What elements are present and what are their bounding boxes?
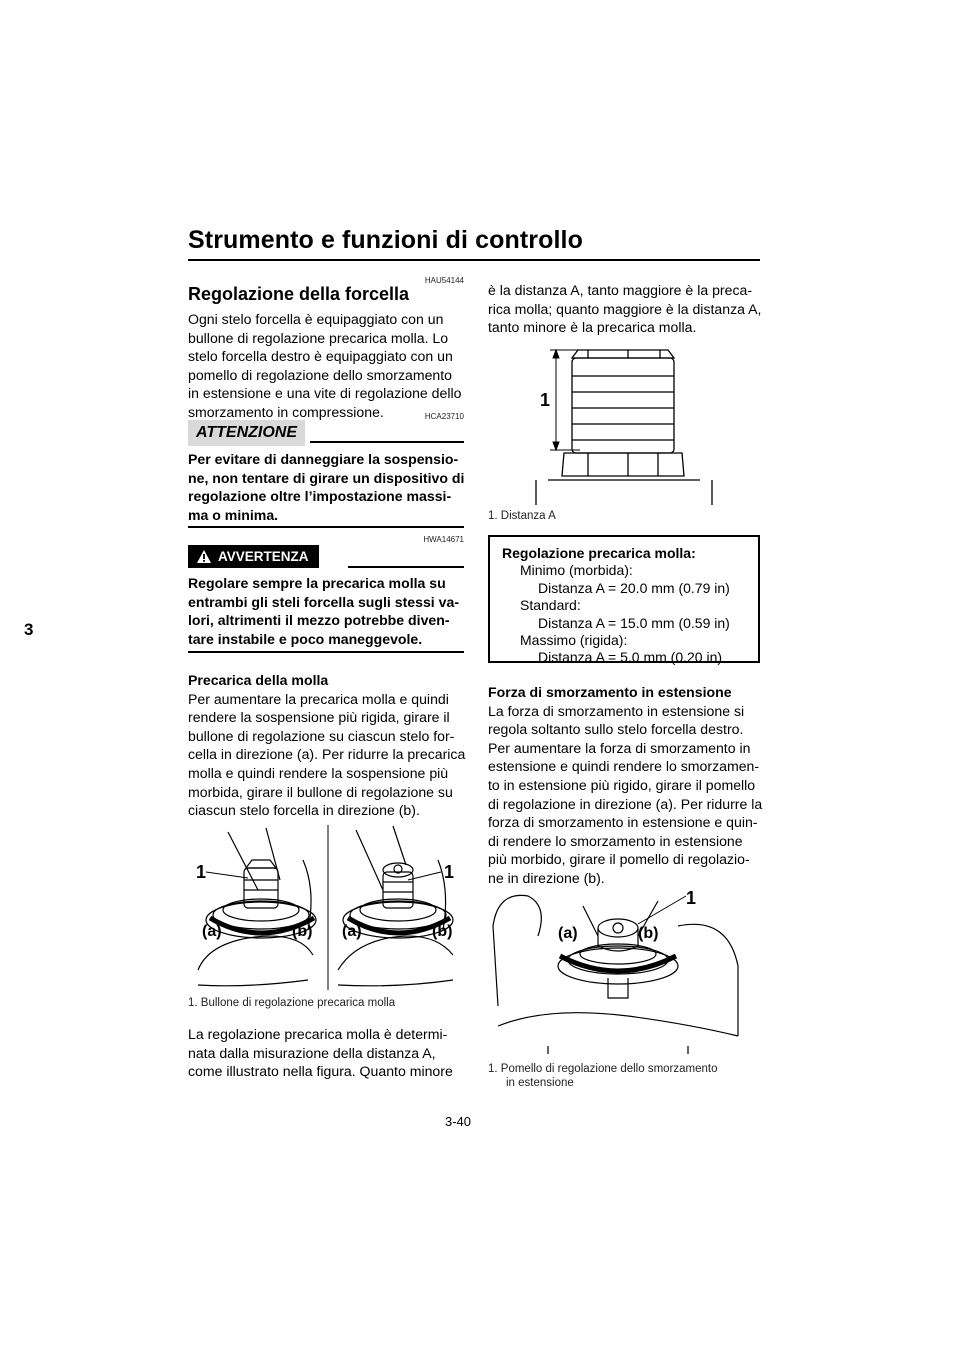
spec-item-label: Massimo (rigida): <box>520 632 628 649</box>
text-line: morbida, girare il bullone di regolazione su <box>188 783 453 800</box>
intro-paragraph <box>188 310 464 422</box>
text-line: Per aumentare la precarica molla e quindi <box>188 690 449 707</box>
text-line: bullone di regolazione precarica molla. Lo <box>188 329 449 346</box>
text-line: più morbido, girare il pomello di regolazio- <box>488 851 750 868</box>
fig-label-b-left: (b) <box>292 923 313 940</box>
fig-label-1-right: 1 <box>444 862 455 882</box>
right-intro-paragraph <box>488 281 760 337</box>
page-header-title: Strumento e funzioni di controllo <box>188 226 583 254</box>
spec-item-value: Distanza A = 20.0 mm (0.79 in) <box>538 579 730 596</box>
avvertenza-rule-bottom <box>188 651 464 653</box>
rebound-figure-caption <box>488 1062 717 1090</box>
chapter-tab: 3 <box>24 620 34 639</box>
text-line: smorzamento in compressione. <box>188 403 384 420</box>
precarica-paragraph <box>188 671 464 820</box>
attenzione-label: ATTENZIONE <box>188 420 305 446</box>
text-line: rendere la sospensione più rigida, girare il <box>188 709 450 726</box>
attenzione-rule-top <box>310 441 464 443</box>
precarica-heading: Precarica della molla <box>188 672 329 688</box>
fig-label-b-right: (b) <box>432 923 453 940</box>
spec-box <box>488 535 760 666</box>
attenzione-code: HCA23710 <box>424 412 464 421</box>
text-line: Per evitare di danneggiare la sospensio- <box>188 451 459 467</box>
text-line: di rendere lo smorzamento in estensione <box>488 832 743 849</box>
text-line: nata dalla misurazione della distanza A, <box>188 1044 436 1061</box>
text-line: ma o minima. <box>188 506 279 523</box>
fig-label-a-right: (a) <box>342 923 362 940</box>
text-line: Per aumentare la forza di smorzamento in <box>488 739 751 756</box>
text-line: forza di smorzamento in estensione e quin- <box>488 814 758 831</box>
text-line: tare instabile e poco maneggevole. <box>188 630 423 647</box>
spec-title: Regolazione precarica molla: <box>502 545 696 561</box>
rebound-fig-label-b: (b) <box>638 925 659 942</box>
text-line: in estensione e una vite di regolazione dello <box>188 385 462 402</box>
attenzione-rule-bottom <box>188 526 464 528</box>
spec-item-value: Distanza A = 5.0 mm (0.20 in) <box>538 649 723 666</box>
fig-label-1-left: 1 <box>196 862 207 882</box>
text-line: regola soltanto sullo stelo forcella destro. <box>488 721 744 738</box>
text-line: è la distanza A, tanto maggiore è la preca- <box>488 282 753 298</box>
text-line: Regolare sempre la precarica molla su <box>188 575 446 591</box>
text-line: to in estensione più rigido, girare il pomello <box>488 776 756 793</box>
text-line: tanto minore è la precarica molla. <box>488 319 697 336</box>
avvertenza-code: HWA14671 <box>423 535 464 544</box>
estensione-heading: Forza di smorzamento in estensione <box>488 684 732 700</box>
text-line: come illustrato nella figura. Quanto minore <box>188 1063 453 1080</box>
text-line: stelo forcella destro è equipaggiato con un <box>188 348 453 365</box>
warning-triangle-icon <box>196 549 212 564</box>
text-line: estensione e quindi rendere lo smorzamen- <box>488 758 760 775</box>
text-line: entrambi gli steli forcella sugli stessi va- <box>188 593 460 610</box>
avvertenza-label <box>188 545 319 568</box>
rebound-knob-figure <box>488 886 760 1056</box>
spec-item-label: Minimo (morbida): <box>520 562 633 579</box>
spec-item-label: Standard: <box>520 597 581 614</box>
rebound-fig-label-1: 1 <box>686 888 697 908</box>
text-line: lori, altrimenti il mezzo potrebbe diven- <box>188 612 450 629</box>
rebound-fig-label-a: (a) <box>558 925 578 942</box>
text-line: bullone di regolazione su ciascun stelo for- <box>188 727 455 744</box>
page-number: 3-40 <box>445 1114 472 1129</box>
text-line: regolazione oltre l’impostazione massi- <box>188 488 452 505</box>
text-line: La regolazione precarica molla è determi- <box>188 1026 448 1042</box>
preload-bolt-figure <box>188 820 464 992</box>
text-line: rica molla; quanto maggiore è la distanza A, <box>488 300 762 317</box>
text-line: Ogni stelo forcella è equipaggiato con un <box>188 311 444 327</box>
section-title: Regolazione della forcella <box>188 284 410 304</box>
section-code: HAU54144 <box>424 276 464 285</box>
spec-item-value: Distanza A = 15.0 mm (0.59 in) <box>538 614 730 631</box>
text-line: La forza di smorzamento in estensione si <box>488 702 745 719</box>
caption-line: 1. Pomello di regolazione dello smorzamento <box>488 1063 718 1075</box>
avvertenza-label-text: AVVERTENZA <box>218 549 309 564</box>
text-line: ne in direzione (b). <box>488 869 605 886</box>
text-line: di regolazione in direzione (a). Per ridurre la <box>488 795 763 812</box>
distance-fig-label-1: 1 <box>540 390 551 410</box>
estensione-paragraph <box>488 683 763 888</box>
preload-figure-caption: 1. Bullone di regolazione precarica molla <box>188 997 396 1009</box>
text-line: ciascun stelo forcella in direzione (b). <box>188 802 420 819</box>
text-line: pomello di regolazione dello smorzamento <box>188 366 453 383</box>
caption-line: in estensione <box>506 1077 574 1089</box>
text-line: ne, non tentare di girare un dispositivo di <box>188 469 465 486</box>
text-line: molla e quindi rendere la sospensione più <box>188 764 449 781</box>
attenzione-text <box>188 450 464 524</box>
avvertenza-rule-top <box>348 566 464 568</box>
distance-figure-caption: 1. Distanza A <box>488 510 556 522</box>
fig-label-a-left: (a) <box>202 923 222 940</box>
precarica-after-paragraph <box>188 1025 464 1081</box>
distance-a-figure <box>488 340 760 505</box>
header-rule <box>188 259 760 261</box>
text-line: cella in direzione (a). Per ridurre la precarica <box>188 746 466 763</box>
avvertenza-text <box>188 574 464 648</box>
